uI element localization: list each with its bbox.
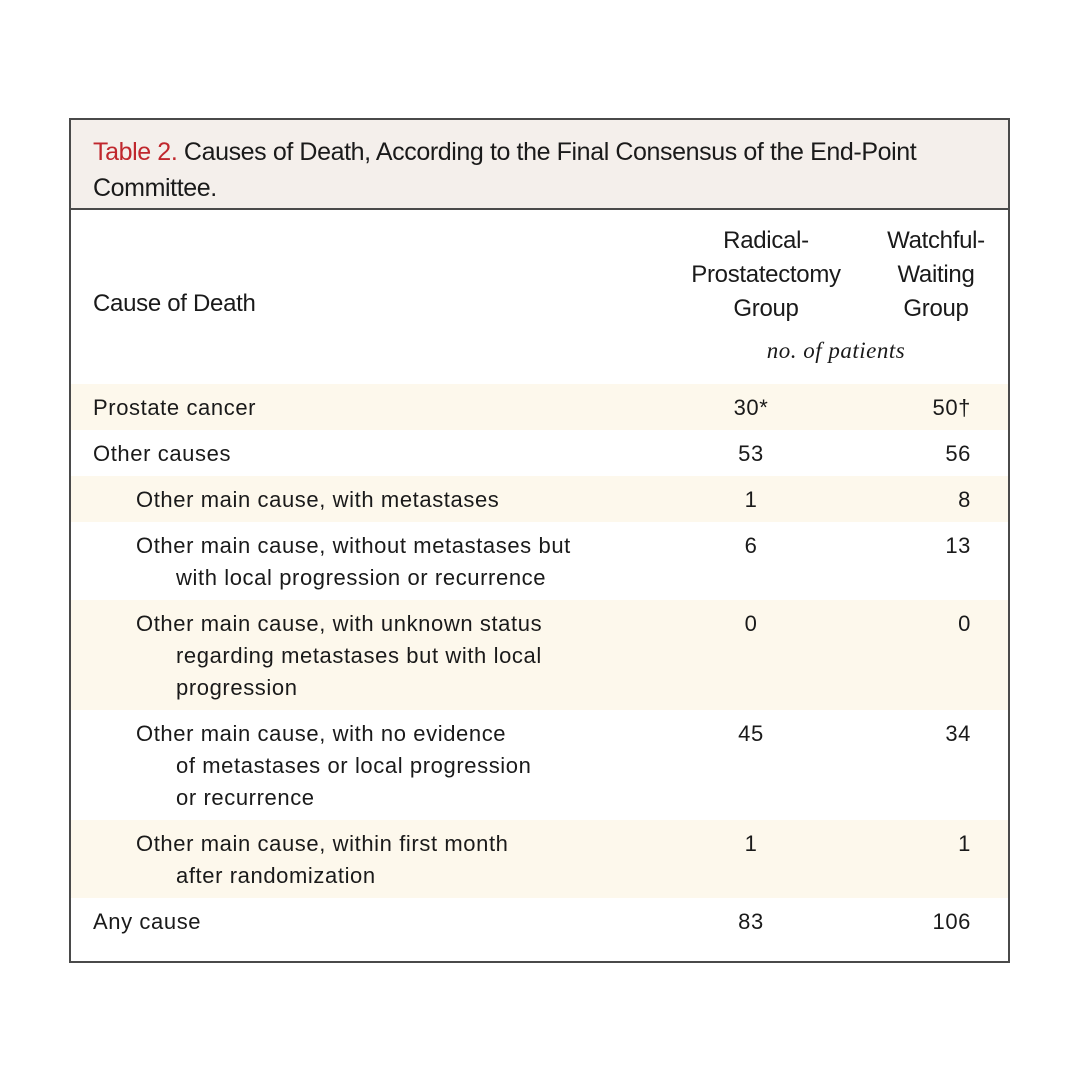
table-row [71,430,1008,476]
watchful-waiting-value: 50† [932,395,971,420]
watchful-waiting-value: 56 [945,441,971,466]
cause-line: Other main cause, with no evidence [136,721,507,746]
table-row [71,384,1008,430]
watchful-waiting-value: 106 [932,909,971,934]
watchful-waiting-value: 8 [958,487,971,512]
table-row [71,820,1008,898]
table-row [71,522,1008,600]
radical-prostatectomy-value: 53 [738,441,764,466]
cause-cell [93,438,653,470]
cause-line: Other main cause, with unknown status [136,611,543,636]
unit-label: no. of patients [766,338,906,363]
cause-cell [136,530,696,594]
cause-cell [136,608,696,704]
cause-cell [93,392,653,424]
table-title: Causes of Death, According to the Final Consensus of the End-Point Committee. [93,138,917,202]
cause-line: progression [176,675,298,700]
table-row [71,898,1008,960]
cause-line: or recurrence [176,785,315,810]
radical-prostatectomy-value: 1 [744,487,758,512]
col-header-line: Group [733,295,799,322]
radical-prostatectomy-value: 0 [744,611,758,636]
table-row [71,710,1008,820]
table-row [71,476,1008,522]
table-caption [71,120,1008,210]
cause-line: Other causes [93,441,232,466]
cause-cell [136,484,696,516]
radical-prostatectomy-column-header [671,224,861,326]
col-header-line: Watchful- [887,227,985,254]
col-header-line: Radical- [723,227,809,254]
radical-prostatectomy-value: 6 [744,533,758,558]
cause-line: Other main cause, within first month [136,831,509,856]
cause-line: of metastases or local progression [176,753,532,778]
radical-prostatectomy-value: 1 [744,831,758,856]
cause-line: with local progression or recurrence [176,565,547,590]
watchful-waiting-value: 34 [945,721,971,746]
table-label: Table 2. [93,138,178,166]
watchful-waiting-value: 13 [945,533,971,558]
col-header-line: Prostatectomy [691,261,841,288]
watchful-waiting-value: 0 [958,611,971,636]
col-header-line: Waiting [897,261,975,288]
col-header-line: Group [903,295,969,322]
watchful-waiting-column-header [861,224,1011,326]
cause-line: Other main cause, with metastases [136,487,500,512]
cause-cell [93,906,653,938]
watchful-waiting-value: 1 [958,831,971,856]
table-header [71,210,1008,384]
cause-line: after randomization [176,863,376,888]
radical-prostatectomy-value: 83 [738,909,764,934]
cause-line: Any cause [93,909,202,934]
cause-cell [136,828,696,892]
table-row [71,600,1008,710]
cause-line: Other main cause, without metastases but [136,533,571,558]
table-body [71,384,1008,960]
radical-prostatectomy-value: 30* [733,395,769,420]
cause-column-header: Cause of Death [93,290,256,317]
radical-prostatectomy-value: 45 [738,721,764,746]
cause-line: Prostate cancer [93,395,257,420]
cause-cell [136,718,696,814]
cause-line: regarding metastases but with local [176,643,542,668]
table-2 [69,118,1010,963]
